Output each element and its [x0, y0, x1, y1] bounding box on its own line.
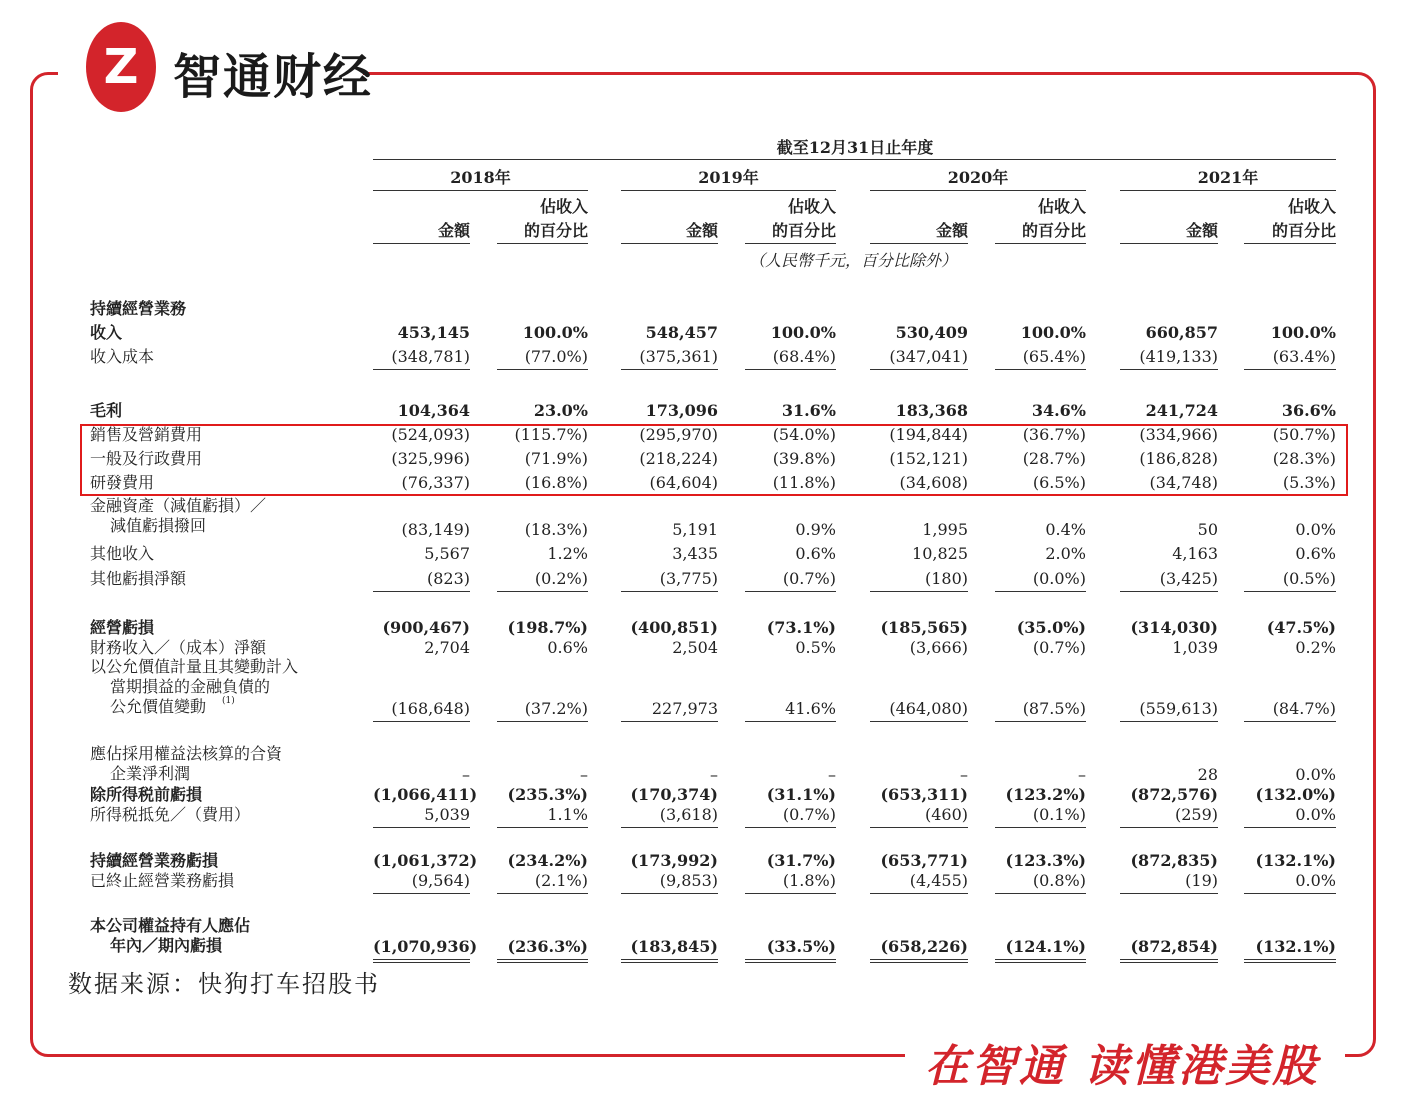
col-pct-header: 的百分比: [1271, 221, 1336, 240]
col-pct-header: 的百分比: [1021, 221, 1086, 240]
cell-value: 548,457: [645, 323, 718, 342]
cell-value: 227,973: [651, 699, 718, 718]
rule-line: [621, 591, 718, 592]
cell-value: 5,191: [672, 520, 718, 539]
cell-value: 1.1%: [547, 805, 588, 824]
rule-line: [870, 190, 1086, 191]
cell-value: (653,771): [880, 851, 968, 870]
row-label: 其他收入: [90, 544, 155, 563]
rule-line: [621, 959, 718, 960]
rule-line: [745, 721, 836, 722]
rule-line: [870, 959, 968, 960]
rule-line: [745, 893, 836, 894]
cell-value: (334,966): [1139, 425, 1218, 444]
cell-value: 10,825: [912, 544, 968, 563]
cell-value: (31.7%): [766, 851, 836, 870]
rule-line: [497, 962, 588, 963]
cell-value: (73.1%): [766, 618, 836, 637]
section-header: 持續經營業務: [90, 299, 187, 318]
row-label: 減值虧損撥回: [110, 516, 207, 535]
cell-value: 0.6%: [795, 544, 836, 563]
col-amount-header: 金額: [437, 221, 470, 240]
cell-value: (198.7%): [507, 618, 588, 637]
rule-line: [870, 243, 968, 244]
cell-value: (0.8%): [1032, 871, 1086, 890]
cell-value: (1,070,936): [373, 937, 478, 956]
cell-value: 453,145: [397, 323, 470, 342]
col-amount-header: 金額: [935, 221, 968, 240]
cell-value: 31.6%: [781, 401, 836, 420]
cell-value: (183,845): [630, 937, 718, 956]
cell-value: (84.7%): [1272, 699, 1336, 718]
cell-value: (180): [924, 569, 968, 588]
rule-line: [870, 591, 968, 592]
cell-value: (123.3%): [1005, 851, 1086, 870]
cell-value: –: [828, 765, 836, 784]
cell-value: (28.7%): [1022, 449, 1086, 468]
rule-line: [373, 243, 470, 244]
cell-value: (348,781): [391, 347, 470, 366]
rule-line: [621, 190, 836, 191]
row-label: 除所得税前虧損: [90, 785, 203, 804]
rule-line: [745, 962, 836, 963]
row-label: 毛利: [90, 401, 123, 420]
rule-line: [373, 159, 1336, 160]
cell-value: (295,970): [639, 425, 718, 444]
cell-value: 4,163: [1172, 544, 1218, 563]
rule-line: [1120, 721, 1218, 722]
cell-value: 34.6%: [1031, 401, 1086, 420]
cell-value: 0.2%: [1295, 638, 1336, 657]
cell-value: 50: [1197, 520, 1218, 539]
year-header: 2019年: [698, 168, 759, 187]
rule-line: [1244, 721, 1336, 722]
cell-value: (68.4%): [772, 347, 836, 366]
cell-value: (234.2%): [507, 851, 588, 870]
cell-value: (185,565): [880, 618, 968, 637]
rule-line: [1244, 827, 1336, 828]
row-label: 其他虧損淨額: [90, 569, 187, 588]
cell-value: (34,748): [1149, 473, 1218, 492]
cell-value: 0.0%: [1295, 765, 1336, 784]
rule-line: [995, 959, 1086, 960]
rule-line: [1120, 591, 1218, 592]
col-amount-header: 金額: [1185, 221, 1218, 240]
cell-value: 100.0%: [522, 323, 588, 342]
rule-line: [1244, 243, 1336, 244]
rule-line: [995, 369, 1086, 370]
cell-value: (124.1%): [1005, 937, 1086, 956]
rule-line: [497, 893, 588, 894]
rule-line: [373, 721, 470, 722]
cell-value: (4,455): [909, 871, 968, 890]
rule-line: [1120, 827, 1218, 828]
cell-value: (77.0%): [524, 347, 588, 366]
cell-value: 2,704: [424, 638, 470, 657]
cell-value: (325,996): [391, 449, 470, 468]
cell-value: (460): [924, 805, 968, 824]
cell-value: (375,361): [639, 347, 718, 366]
cell-value: (347,041): [889, 347, 968, 366]
rule-line: [995, 962, 1086, 963]
rule-line: [373, 369, 470, 370]
cell-value: –: [960, 765, 968, 784]
cell-value: (170,374): [630, 785, 718, 804]
cell-value: (400,851): [630, 618, 718, 637]
rule-line: [497, 721, 588, 722]
cell-value: (28.3%): [1272, 449, 1336, 468]
cell-value: (1,061,372): [373, 851, 478, 870]
cell-value: 100.0%: [1020, 323, 1086, 342]
rule-line: [870, 827, 968, 828]
col-pct-header: 的百分比: [523, 221, 588, 240]
cell-value: 0.0%: [1295, 871, 1336, 890]
rule-line: [1120, 243, 1218, 244]
cell-value: 1,039: [1172, 638, 1218, 657]
unit-note: （人民幣千元，百分比除外）: [748, 251, 958, 270]
row-label: 已終止經營業務虧損: [90, 871, 235, 890]
cell-value: (83,149): [401, 520, 470, 539]
rule-line: [870, 721, 968, 722]
cell-value: (47.5%): [1266, 618, 1336, 637]
cell-value: 3,435: [672, 544, 718, 563]
cell-value: (9,564): [411, 871, 470, 890]
rule-line: [870, 893, 968, 894]
cell-value: 2,504: [672, 638, 718, 657]
cell-value: (314,030): [1130, 618, 1218, 637]
cell-value: –: [710, 765, 718, 784]
rule-line: [870, 369, 968, 370]
cell-value: 104,364: [397, 401, 470, 420]
cell-value: 660,857: [1145, 323, 1218, 342]
cell-value: (5.3%): [1282, 473, 1336, 492]
cell-value: (236.3%): [507, 937, 588, 956]
cell-value: (11.8%): [772, 473, 836, 492]
period-header: 截至12月31日止年度: [776, 138, 934, 157]
cell-value: (218,224): [639, 449, 718, 468]
col-amount-header: 金額: [685, 221, 718, 240]
row-label: 所得税抵免／（費用）: [90, 805, 251, 824]
rule-line: [995, 893, 1086, 894]
col-pct-header: 的百分比: [771, 221, 836, 240]
cell-value: (173,992): [630, 851, 718, 870]
cell-value: (0.7%): [782, 569, 836, 588]
rule-line: [995, 827, 1086, 828]
year-header: 2021年: [1197, 168, 1259, 187]
cell-value: (823): [426, 569, 470, 588]
cell-value: (87.5%): [1022, 699, 1086, 718]
rule-line: [373, 591, 470, 592]
cell-value: 1,995: [922, 520, 968, 539]
cell-value: 173,096: [645, 401, 718, 420]
cell-value: (152,121): [889, 449, 968, 468]
col-pct-header: 佔收入: [1287, 197, 1336, 216]
brand-name: 智通财经: [173, 49, 374, 105]
cell-value: 5,567: [424, 544, 470, 563]
rule-line: [373, 962, 470, 963]
row-label: 一般及行政費用: [90, 449, 203, 468]
rule-line: [1120, 893, 1218, 894]
rule-line: [745, 369, 836, 370]
rule-line: [1244, 369, 1336, 370]
cell-value: (36.7%): [1022, 425, 1086, 444]
cell-value: (186,828): [1139, 449, 1218, 468]
cell-value: (0.0%): [1032, 569, 1086, 588]
cell-value: (872,835): [1130, 851, 1218, 870]
cell-value: (653,311): [880, 785, 968, 804]
rule-line: [497, 591, 588, 592]
red-border-frame: [30, 72, 1376, 1057]
rule-line: [745, 827, 836, 828]
cell-value: (419,133): [1139, 347, 1218, 366]
rule-line: [1120, 959, 1218, 960]
logo-icon: Z: [86, 22, 156, 112]
cell-value: (194,844): [889, 425, 968, 444]
col-pct-header: 佔收入: [539, 197, 588, 216]
cell-value: (65.4%): [1022, 347, 1086, 366]
row-label: 本公司權益持有人應佔: [90, 916, 251, 935]
col-pct-header: 佔收入: [1037, 197, 1086, 216]
cell-value: (168,648): [391, 699, 470, 718]
cell-value: 241,724: [1145, 401, 1218, 420]
rule-line: [1120, 190, 1336, 191]
cell-value: (0.2%): [534, 569, 588, 588]
cell-value: (6.5%): [1032, 473, 1086, 492]
cell-value: (16.8%): [524, 473, 588, 492]
cell-value: (259): [1174, 805, 1218, 824]
row-label: 收入: [90, 323, 123, 342]
cell-value: (31.1%): [766, 785, 836, 804]
highlight-box: [80, 424, 1348, 496]
rule-line: [870, 962, 968, 963]
rule-line: [995, 243, 1086, 244]
cell-value: (39.8%): [772, 449, 836, 468]
rule-line: [621, 721, 718, 722]
cell-value: (35.0%): [1016, 618, 1086, 637]
rule-line: [1244, 893, 1336, 894]
cell-value: (524,093): [391, 425, 470, 444]
cell-value: (872,854): [1130, 937, 1218, 956]
cell-value: (0.1%): [1032, 805, 1086, 824]
cell-value: 100.0%: [770, 323, 836, 342]
rule-line: [497, 243, 588, 244]
cell-value: (34,608): [899, 473, 968, 492]
rule-line: [621, 962, 718, 963]
cell-value: (1.8%): [782, 871, 836, 890]
rule-line: [621, 369, 718, 370]
cell-value: (115.7%): [514, 425, 588, 444]
row-label: 公允價值變動: [110, 697, 207, 716]
cell-value: (132.1%): [1255, 937, 1336, 956]
cell-value: (0.5%): [1282, 569, 1336, 588]
rule-line: [621, 243, 718, 244]
cell-value: 0.9%: [795, 520, 836, 539]
cell-value: (0.7%): [782, 805, 836, 824]
rule-line: [373, 959, 470, 960]
cell-value: (0.7%): [1032, 638, 1086, 657]
row-label: 應佔採用權益法核算的合資: [90, 744, 283, 763]
cell-value: (1,066,411): [373, 785, 478, 804]
rule-line: [373, 827, 470, 828]
cell-value: 0.0%: [1295, 805, 1336, 824]
cell-value: (18.3%): [524, 520, 588, 539]
rule-line: [1244, 959, 1336, 960]
cell-value: (64,604): [649, 473, 718, 492]
cell-value: 0.4%: [1045, 520, 1086, 539]
year-header: 2020年: [947, 168, 1009, 187]
row-label: 以公允價值計量且其變動計入: [90, 657, 299, 676]
cell-value: (123.2%): [1005, 785, 1086, 804]
cell-value: 1.2%: [547, 544, 588, 563]
rule-line: [1244, 591, 1336, 592]
cell-value: (3,618): [659, 805, 718, 824]
cell-value: (132.0%): [1255, 785, 1336, 804]
cell-value: 183,368: [895, 401, 968, 420]
cell-value: (33.5%): [766, 937, 836, 956]
cell-value: (900,467): [382, 618, 470, 637]
data-source: 数据来源：快狗打车招股书: [68, 970, 380, 998]
rule-line: [497, 827, 588, 828]
cell-value: 36.6%: [1281, 401, 1336, 420]
rule-line: [621, 827, 718, 828]
cell-value: 41.6%: [785, 699, 836, 718]
row-label: 研發費用: [90, 473, 155, 492]
rule-line: [373, 190, 588, 191]
row-label: 經營虧損: [90, 618, 155, 637]
rule-line: [497, 959, 588, 960]
cell-value: (872,576): [1130, 785, 1218, 804]
year-header: 2018年: [450, 168, 511, 187]
rule-line: [995, 591, 1086, 592]
rule-line: [745, 243, 836, 244]
rule-line: [621, 893, 718, 894]
row-label: 財務收入／（成本）淨額: [90, 638, 267, 657]
cell-value: (2.1%): [534, 871, 588, 890]
rule-line: [745, 959, 836, 960]
cell-value: (3,775): [659, 569, 718, 588]
col-pct-header: 佔收入: [787, 197, 836, 216]
cell-value: (76,337): [401, 473, 470, 492]
rule-line: [1244, 962, 1336, 963]
row-label: 企業淨利潤: [110, 764, 191, 783]
cell-value: –: [580, 765, 588, 784]
cell-value: (63.4%): [1272, 347, 1336, 366]
cell-value: (19): [1185, 871, 1218, 890]
cell-value: 0.6%: [1295, 544, 1336, 563]
rule-line: [1120, 369, 1218, 370]
row-label: 銷售及營銷費用: [90, 425, 203, 444]
rule-line: [745, 591, 836, 592]
row-label: 當期損益的金融負債的: [110, 677, 271, 696]
cell-value: (37.2%): [524, 699, 588, 718]
rule-line: [497, 369, 588, 370]
cell-value: 23.0%: [533, 401, 588, 420]
cell-value: (658,226): [880, 937, 968, 956]
rule-line: [373, 893, 470, 894]
cell-value: –: [1078, 765, 1086, 784]
cell-value: (464,080): [889, 699, 968, 718]
cell-value: 0.5%: [795, 638, 836, 657]
cell-value: (132.1%): [1255, 851, 1336, 870]
cell-value: (71.9%): [524, 449, 588, 468]
cell-value: (54.0%): [772, 425, 836, 444]
cell-value: (3,666): [909, 638, 968, 657]
cell-value: 530,409: [895, 323, 968, 342]
cell-value: –: [462, 765, 470, 784]
cell-value: (559,613): [1139, 699, 1218, 718]
row-label: 年內／期內虧損: [110, 936, 223, 955]
row-label: 金融資產（減值虧損）／: [90, 496, 267, 515]
rule-line: [1120, 962, 1218, 963]
cell-value: (9,853): [659, 871, 718, 890]
row-label: 持續經營業務虧損: [90, 851, 219, 870]
cell-value: 0.6%: [547, 638, 588, 657]
cell-value: 5,039: [424, 805, 470, 824]
cell-value: (50.7%): [1272, 425, 1336, 444]
rule-line: [995, 721, 1086, 722]
cell-value: (235.3%): [507, 785, 588, 804]
cell-value: (3,425): [1159, 569, 1218, 588]
cell-value: 28: [1197, 765, 1218, 784]
footnote-mark: (1): [222, 696, 235, 706]
cell-value: 100.0%: [1270, 323, 1336, 342]
cell-value: 2.0%: [1045, 544, 1086, 563]
slogan: 在智通 读懂港美股: [925, 1041, 1320, 1092]
row-label: 收入成本: [90, 347, 155, 366]
cell-value: 0.0%: [1295, 520, 1336, 539]
